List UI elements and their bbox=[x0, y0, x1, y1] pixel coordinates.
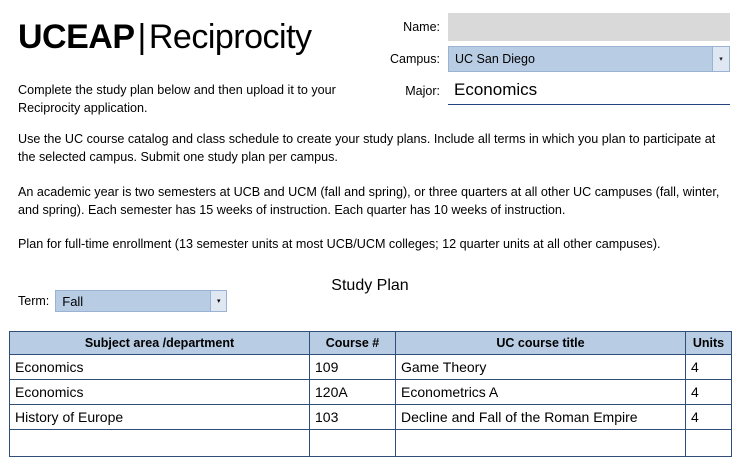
campus-field-row bbox=[370, 46, 730, 72]
paragraph-1: Use the UC course catalog and class schedule to create your study plans. Include all terms in which you plan to participate at the selected campus. Submit one study plan per campus. bbox=[18, 132, 716, 165]
cell-subject[interactable]: Economics bbox=[10, 355, 310, 380]
column-header-subject: Subject area /department bbox=[10, 332, 310, 355]
study-plan-title: Study Plan bbox=[331, 277, 409, 294]
table-row[interactable] bbox=[10, 380, 732, 405]
cell-course[interactable]: 109 bbox=[310, 355, 396, 380]
term-field-row bbox=[18, 290, 227, 312]
column-header-title: UC course title bbox=[396, 332, 686, 355]
applicant-fields bbox=[370, 14, 730, 110]
column-header-units: Units bbox=[686, 332, 732, 355]
study-plan-table bbox=[9, 331, 732, 457]
table-row[interactable] bbox=[10, 430, 732, 457]
cell-course[interactable]: 103 bbox=[310, 405, 396, 430]
logo-separator: | bbox=[137, 18, 146, 56]
cell-units[interactable]: 4 bbox=[686, 405, 732, 430]
table-row[interactable] bbox=[10, 355, 732, 380]
term-value: Fall bbox=[62, 294, 84, 309]
cell-course[interactable] bbox=[310, 430, 396, 457]
cell-units[interactable] bbox=[686, 430, 732, 457]
cell-units[interactable]: 4 bbox=[686, 355, 732, 380]
chevron-down-icon[interactable]: ▾ bbox=[210, 291, 226, 311]
table-row[interactable] bbox=[10, 405, 732, 430]
cell-subject[interactable]: Economics bbox=[10, 380, 310, 405]
major-input[interactable]: Economics bbox=[448, 77, 730, 105]
name-input[interactable] bbox=[448, 13, 730, 41]
name-field-row bbox=[370, 14, 730, 40]
intro-text: Complete the study plan below and then upload it to your Reciprocity application. bbox=[18, 83, 336, 115]
term-dropdown[interactable] bbox=[55, 290, 227, 312]
cell-subject[interactable] bbox=[10, 430, 310, 457]
campus-label: Campus: bbox=[389, 52, 440, 66]
campus-value: UC San Diego bbox=[455, 52, 535, 66]
campus-dropdown[interactable] bbox=[448, 46, 730, 72]
cell-units[interactable]: 4 bbox=[686, 380, 732, 405]
cell-title[interactable] bbox=[396, 430, 686, 457]
instruction-paragraphs bbox=[18, 130, 724, 269]
major-field-row bbox=[370, 78, 730, 104]
major-label: Major: bbox=[405, 84, 440, 98]
table-header-row bbox=[10, 332, 732, 355]
cell-title[interactable]: Game Theory bbox=[396, 355, 686, 380]
logo-brand: UCEAP bbox=[18, 18, 135, 56]
cell-course[interactable]: 120A bbox=[310, 380, 396, 405]
chevron-down-icon[interactable]: ▾ bbox=[712, 47, 729, 71]
cell-title[interactable]: Econometrics A bbox=[396, 380, 686, 405]
uceap-logo bbox=[18, 18, 312, 57]
cell-title[interactable]: Decline and Fall of the Roman Empire bbox=[396, 405, 686, 430]
logo-subtitle: Reciprocity bbox=[148, 18, 312, 56]
cell-subject[interactable]: History of Europe bbox=[10, 405, 310, 430]
paragraph-3: Plan for full-time enrollment (13 semester units at most UCB/UCM colleges; 12 quarter units at all other campuses). bbox=[18, 237, 661, 251]
term-label: Term: bbox=[18, 294, 50, 308]
name-label: Name: bbox=[403, 20, 440, 34]
column-header-course: Course # bbox=[310, 332, 396, 355]
paragraph-2: An academic year is two semesters at UCB and UCM (fall and spring), or three quarters at all other UC campuses (fall, winter, and spring). Each semester has 15 weeks of instruction. Each quarter has 10 weeks of instruction. bbox=[18, 184, 720, 217]
